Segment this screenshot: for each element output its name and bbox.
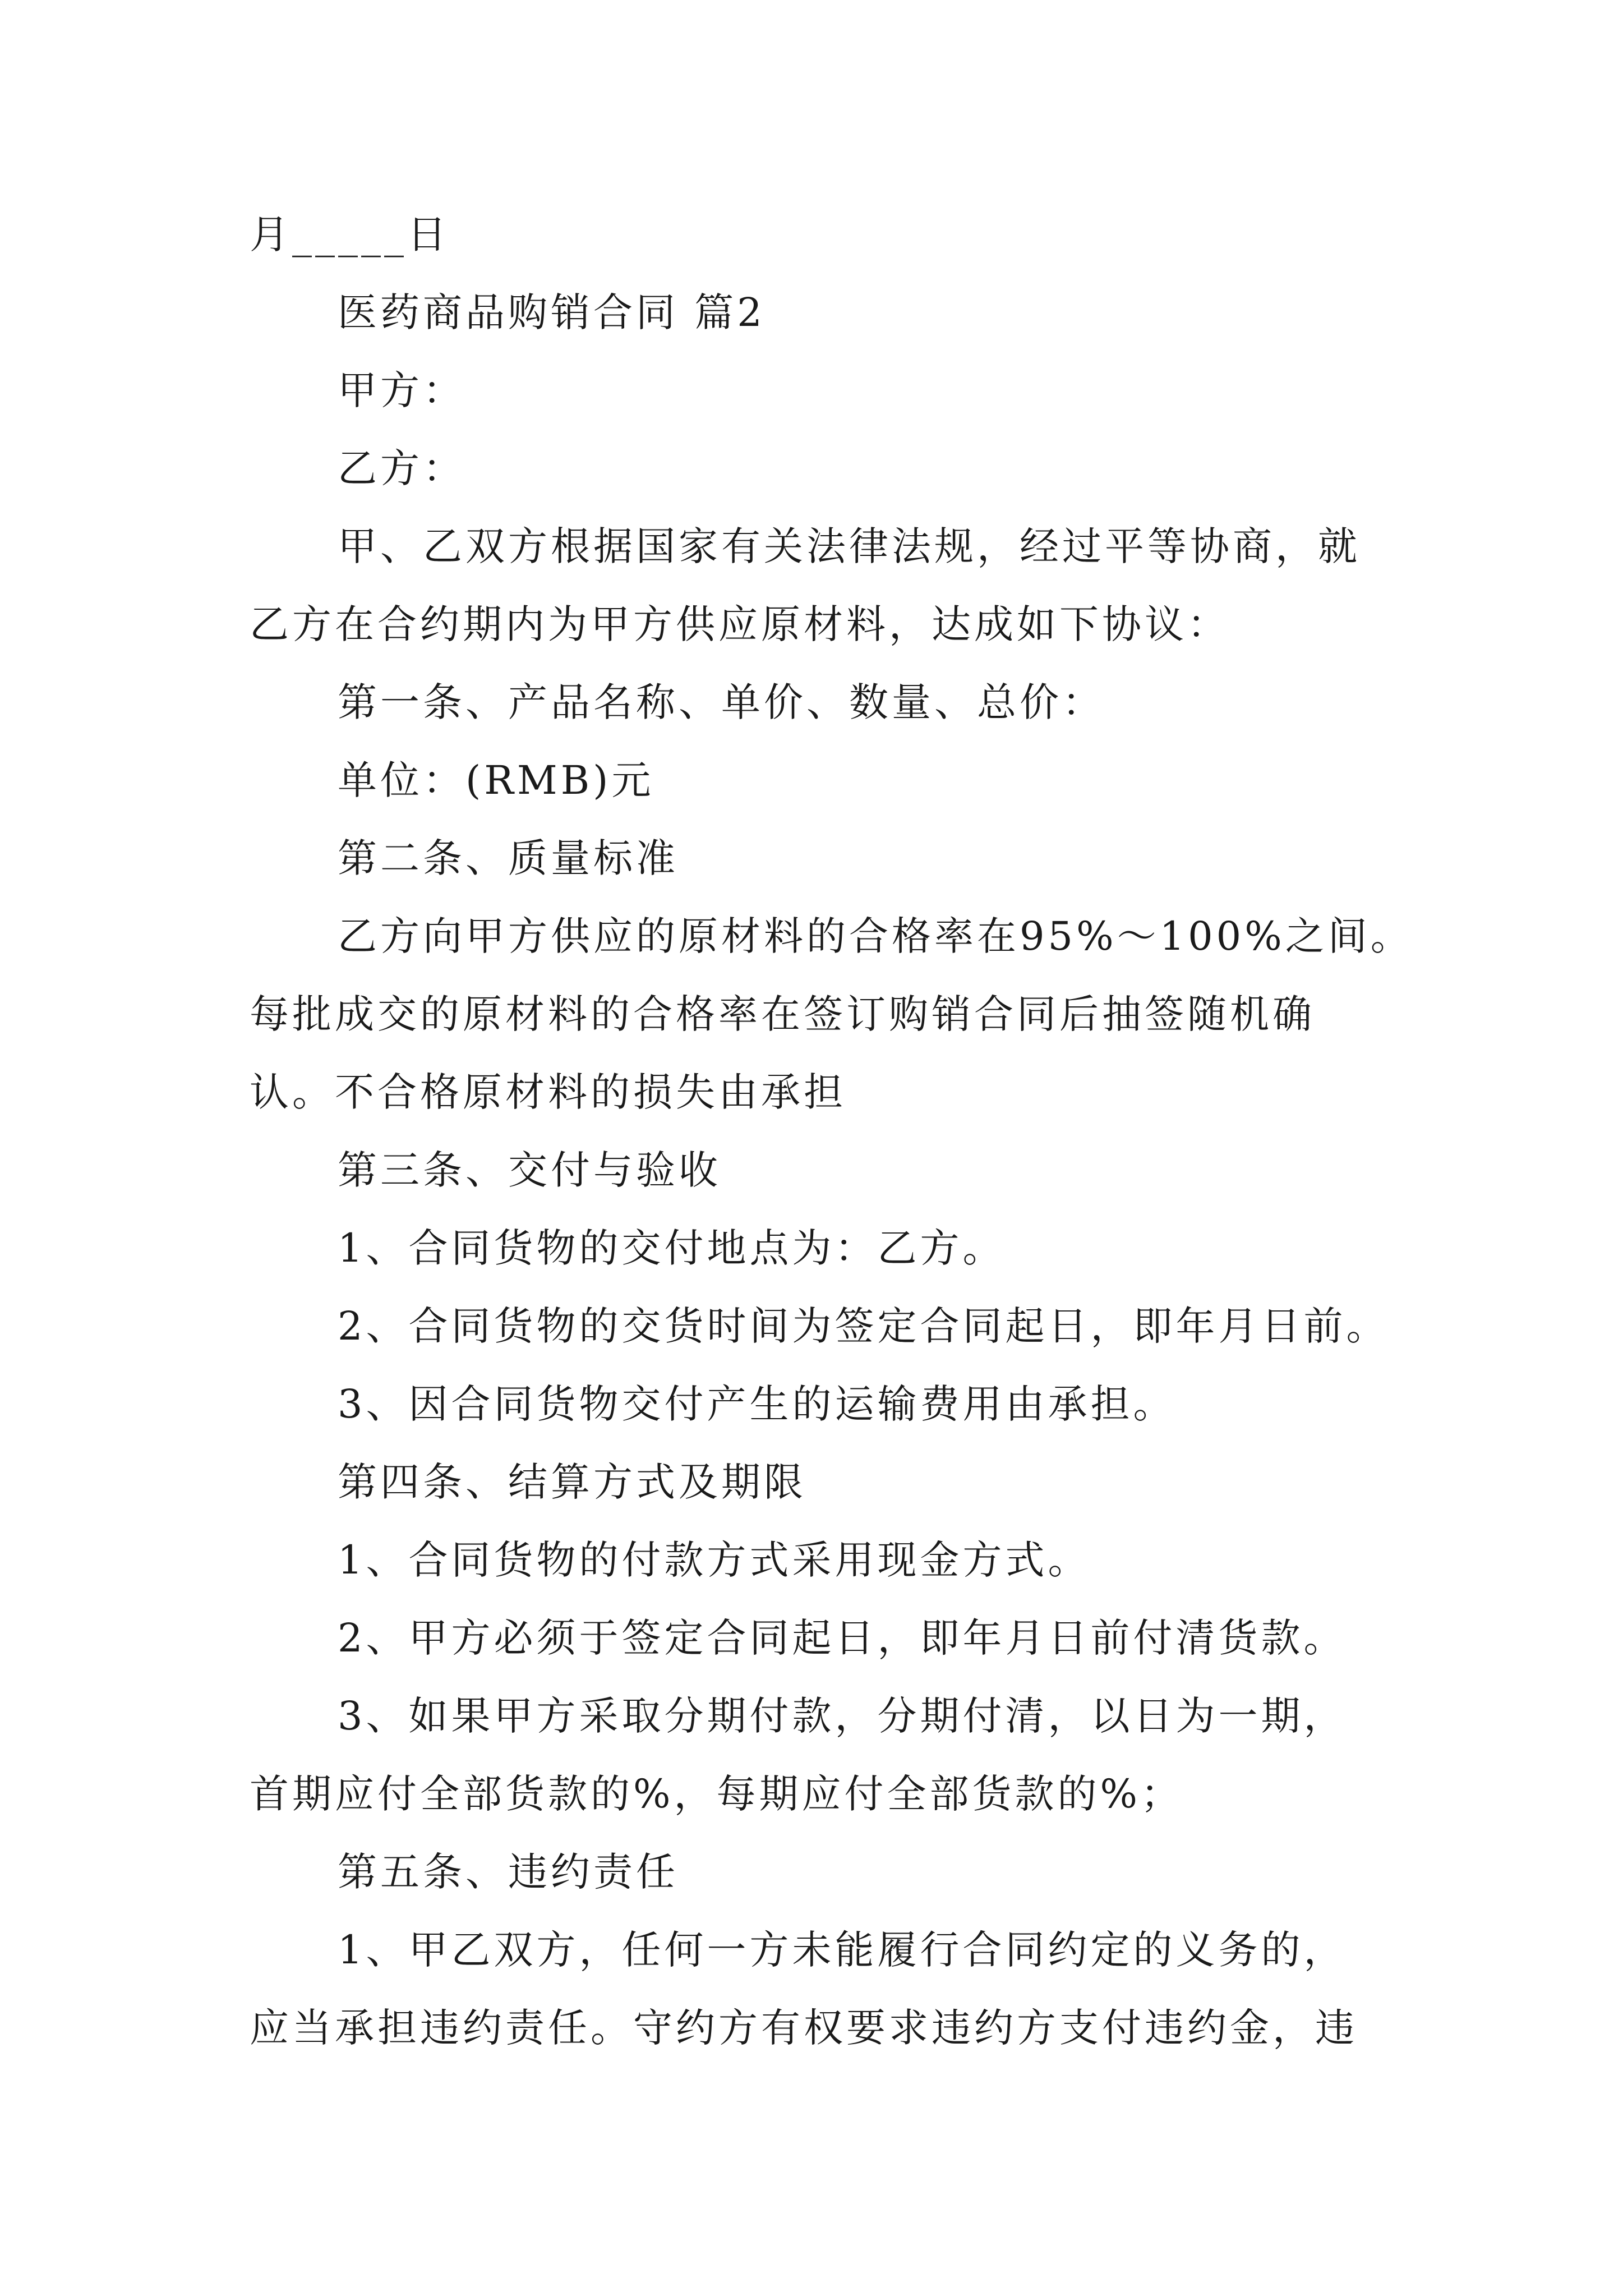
article-1-heading: 第一条、产品名称、单价、数量、总价： [338, 679, 1105, 725]
party-b-label: 乙方： [338, 445, 465, 491]
delivery-item-3: 3、因合同货物交付产生的运输费用由承担。 [338, 1381, 1176, 1427]
liability-item-1-line-2: 应当承担违约责任。守约方有权要求违约方支付违约金，违 [250, 2005, 1358, 2051]
article-3-heading: 第三条、交付与验收 [338, 1147, 721, 1193]
article-5-heading: 第五条、违约责任 [338, 1849, 679, 1895]
quality-line-2: 每批成交的原材料的合格率在签订购销合同后抽签随机确 [250, 991, 1315, 1037]
delivery-item-2: 2、合同货物的交货时间为签定合同起日，即年月日前。 [338, 1303, 1389, 1349]
liability-item-1-line-1: 1、甲乙双方，任何一方未能履行合同约定的义务的， [338, 1927, 1347, 1973]
party-a-label: 甲方： [338, 367, 465, 413]
preamble-line-1: 甲、乙双方根据国家有关法律法规，经过平等协商，就 [338, 523, 1361, 569]
article-4-heading: 第四条、结算方式及期限 [338, 1459, 806, 1505]
contract-title: 医药商品购销合同 篇2 [338, 289, 766, 335]
quality-line-3: 认。不合格原材料的损失由承担 [250, 1069, 846, 1115]
quality-line-1: 乙方向甲方供应的原材料的合格率在95%～100%之间。 [338, 913, 1413, 959]
date-line: 月_____日 [250, 211, 450, 257]
payment-item-1: 1、合同货物的付款方式采用现金方式。 [338, 1537, 1091, 1583]
payment-item-2: 2、甲方必须于签定合同起日，即年月日前付清货款。 [338, 1615, 1347, 1661]
payment-item-3-line-1: 3、如果甲方采取分期付款，分期付清，以日为一期， [338, 1693, 1347, 1739]
unit-line: 单位：(RMB)元 [338, 757, 654, 803]
delivery-item-1: 1、合同货物的交付地点为：乙方。 [338, 1225, 1006, 1271]
payment-item-3-line-2: 首期应付全部货款的%，每期应付全部货款的%； [250, 1771, 1184, 1817]
article-2-heading: 第二条、质量标准 [338, 835, 679, 881]
preamble-line-2: 乙方在合约期内为甲方供应原材料，达成如下协议： [250, 601, 1230, 647]
